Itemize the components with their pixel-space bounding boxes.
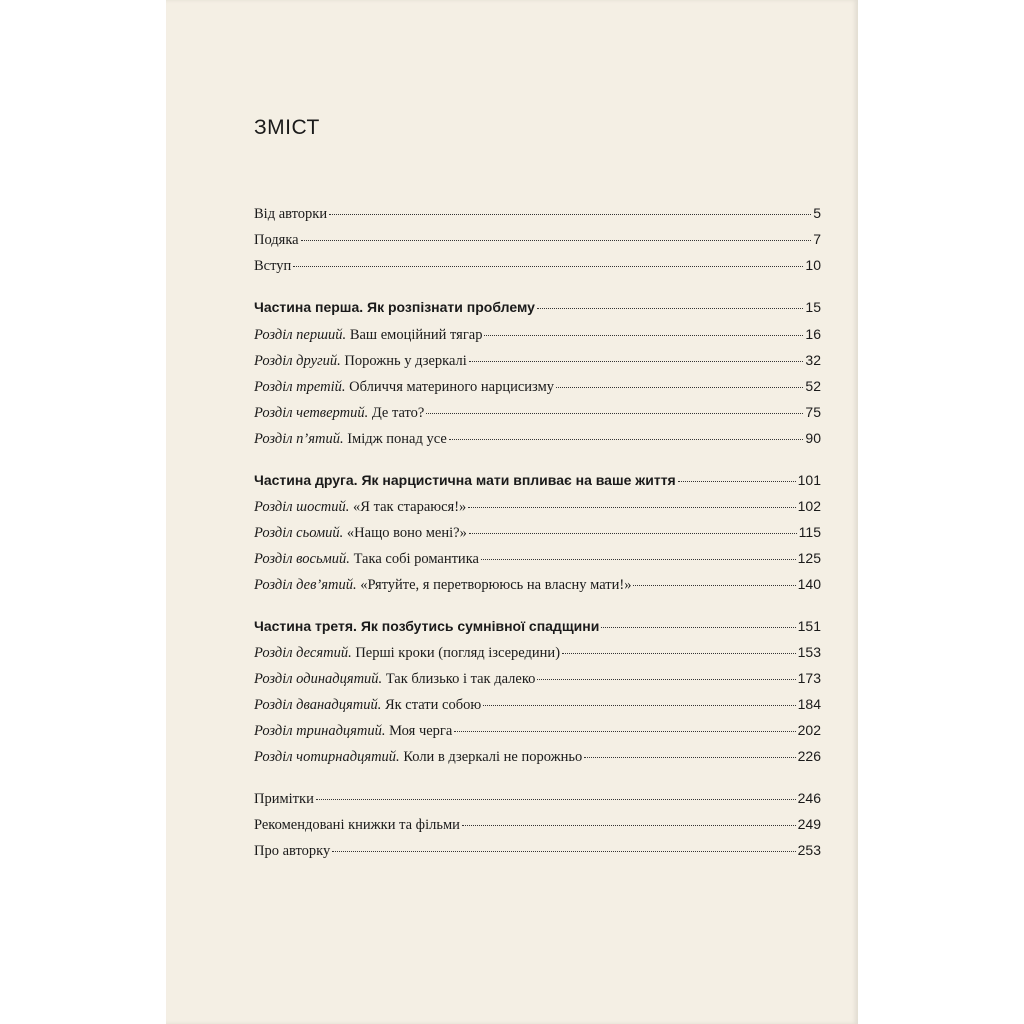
dot-leader [426,413,803,414]
toc-entry-title [254,749,582,766]
dot-leader [469,361,804,362]
chapter-number: Розділ третій. [254,379,346,395]
chapter-number: Розділ п’ятий. [254,431,344,447]
dot-leader [329,214,811,215]
page-number: 101 [797,472,821,488]
entry-text: Обличчя материного нарцисизму [345,379,555,395]
toc-entry-title [254,671,535,688]
chapter-number: Розділ другий. [254,353,341,369]
toc-entry-title [254,618,599,634]
dot-leader [633,585,795,586]
toc-entry [254,748,821,770]
entry-text: Від авторки [254,206,328,222]
entry-text: Ваш емоційний тягар [346,327,483,343]
entry-text: Така собі романтика [349,551,479,567]
dot-leader [601,627,795,628]
page-number: 16 [805,326,821,342]
toc-entry-title [254,723,452,740]
toc-entry [254,696,821,718]
chapter-number: Розділ десятий. [254,645,352,661]
toc-entry-title [254,791,314,808]
toc-entry-title [254,379,554,396]
toc-part-heading [254,472,821,494]
toc-entry [254,670,821,692]
entry-text: Перші кроки (погляд ізсередини) [351,645,561,661]
book-page [166,0,858,1024]
toc-entry-title [254,327,482,344]
toc-entry [254,205,821,227]
chapter-number: Розділ восьмий. [254,551,350,567]
entry-text: Моя черга [385,723,453,739]
toc-entry-title [254,353,467,370]
page-number: 246 [797,790,821,806]
toc-entry-title [254,232,299,249]
entry-text: Про авторку [254,843,331,859]
toc-entry-title [254,645,560,662]
toc-entry [254,722,821,744]
page-number: 5 [813,205,821,221]
dot-leader [678,481,796,482]
entry-text: Так близько і так далеко [382,671,536,687]
page-number: 173 [797,670,821,686]
page-number: 115 [798,524,821,540]
chapter-number: Розділ шостий. [254,499,350,515]
chapter-number: Розділ тринадцятий. [254,723,386,739]
dot-leader [449,439,804,440]
entry-text: Порожнь у дзеркалі [340,353,467,369]
dot-leader [562,653,796,654]
toc-entry [254,790,821,812]
toc-entry [254,644,821,666]
toc-entry-title [254,405,424,422]
toc-entry-title [254,577,631,594]
dot-leader [469,533,797,534]
entry-text: Частина друга. Як нарцистична мати впливає на ваше життя [254,472,676,488]
page-number: 125 [797,550,821,566]
chapter-number: Розділ перший. [254,327,347,343]
chapter-number: Розділ сьомий. [254,525,344,541]
entry-text: Частина перша. Як розпізнати проблему [254,299,535,315]
toc-entry-title [254,206,327,223]
dot-leader [301,240,812,241]
toc-entry-title [254,551,479,568]
dot-leader [537,308,804,309]
page-number: 7 [813,231,821,247]
page-number: 202 [797,722,821,738]
dot-leader [316,799,796,800]
toc-entry [254,498,821,520]
toc-entry-title [254,525,467,542]
entry-text: Імідж понад усе [343,431,447,447]
dot-leader [454,731,795,732]
toc-entry-title [254,499,466,516]
page-number: 75 [805,404,821,420]
toc-entry [254,231,821,253]
toc-entry [254,257,821,279]
entry-text: «Нащо воно мені?» [343,525,467,541]
entry-text: Вступ [254,258,292,274]
page-number: 153 [797,644,821,660]
page-number: 226 [797,748,821,764]
entry-text: Подяка [254,232,299,248]
page-number: 52 [805,378,821,394]
entry-text: Рекомендовані книжки та фільми [254,817,460,833]
toc-entry-title [254,697,481,714]
page-number: 249 [797,816,821,832]
entry-text: Примітки [254,791,314,807]
chapter-number: Розділ чотирнадцятий. [254,749,400,765]
toc-entry [254,378,821,400]
chapter-number: Розділ одинадцятий. [254,671,383,687]
toc-entry-title [254,472,676,488]
dot-leader [483,705,795,706]
entry-text: Коли в дзеркалі не порожньо [399,749,583,765]
toc-entry [254,352,821,374]
page-number: 10 [805,257,821,273]
toc-entry [254,524,821,546]
dot-leader [484,335,803,336]
entry-text: Де тато? [368,405,425,421]
entry-text: Частина третя. Як позбутись сумнівної спадщини [254,618,600,634]
dot-leader [556,387,803,388]
toc-entry-title [254,299,535,315]
page-number: 151 [797,618,821,634]
toc-entry [254,816,821,838]
toc-entry-title [254,843,330,860]
page-number: 32 [805,352,821,368]
toc-entry [254,550,821,572]
toc-entry-title [254,431,447,448]
entry-text: «Рятуйте, я перетворююсь на власну мати!» [356,577,632,593]
dot-leader [537,679,795,680]
toc-entry [254,430,821,452]
entry-text: «Я так стараюся!» [349,499,467,515]
page-number: 253 [797,842,821,858]
dot-leader [481,559,796,560]
chapter-number: Розділ дев’ятий. [254,577,357,593]
page-number: 184 [797,696,821,712]
entry-text: Як стати собою [381,697,482,713]
toc-entry [254,404,821,426]
toc-entry [254,576,821,598]
toc-entry [254,842,821,864]
toc-part-heading [254,299,821,321]
dot-leader [462,825,796,826]
page-title: ЗМІСТ [254,116,320,139]
page-number: 90 [805,430,821,446]
page-number: 15 [805,299,821,315]
toc-entry [254,326,821,348]
dot-leader [468,507,795,508]
chapter-number: Розділ четвертий. [254,405,369,421]
page-number: 102 [797,498,821,514]
dot-leader [332,851,795,852]
chapter-number: Розділ дванадцятий. [254,697,382,713]
toc-part-heading [254,618,821,640]
toc-entry-title [254,258,291,275]
dot-leader [584,757,795,758]
toc-entry-title [254,817,460,834]
page-number: 140 [797,576,821,592]
dot-leader [293,266,803,267]
